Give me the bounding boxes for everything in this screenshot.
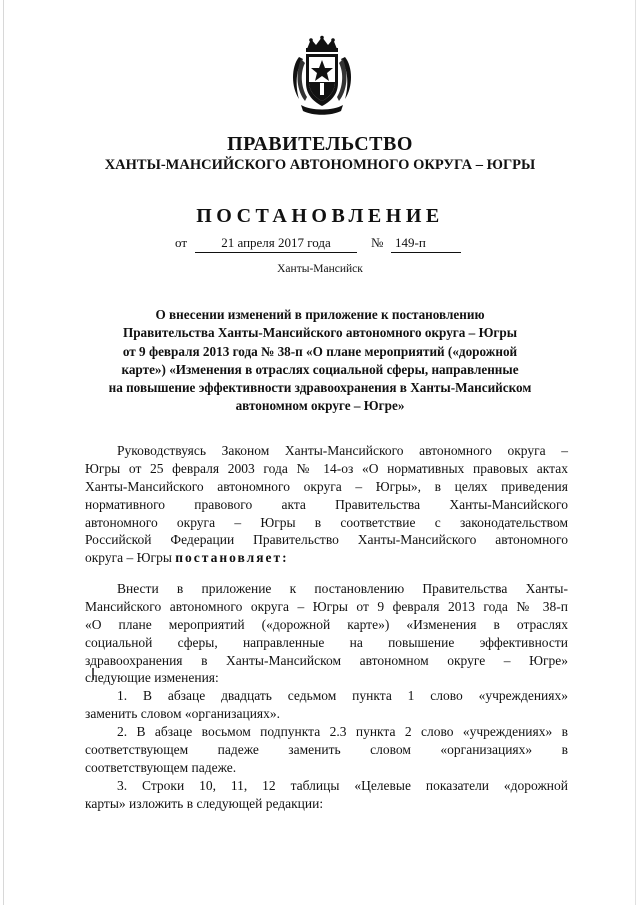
date-prefix: от <box>175 235 188 250</box>
paragraph-line: 1. В абзаце двадцать седьмом пункта 1 слово «учреждениях» <box>117 688 568 704</box>
preamble-paragraph <box>85 442 568 567</box>
document-date: 21 апреля 2017 года <box>195 235 357 253</box>
subject-line: от 9 февраля 2013 года № 38-п «О плане мероприятий («дорожной <box>122 343 518 359</box>
paragraph-line: «О плане мероприятий («дорожной карте») «Изменения в отраслях <box>85 616 568 632</box>
paragraph-line: соответствующем падеже. <box>85 759 237 775</box>
subject-line: автономном округе – Югре» <box>235 398 405 414</box>
resolves-word: постановляет: <box>175 550 289 566</box>
paragraph-line: Мансийского автономного округа – Югры от 9 февраля 2013 года № 38-п <box>85 598 568 614</box>
document-subject <box>90 306 550 416</box>
paragraph-line: 2. В абзаце восьмом подпункта 2.3 пункта 2 слово «учреждениях» в <box>117 724 568 740</box>
city-name: Ханты-Мансийск <box>277 263 363 275</box>
paragraph-line: Руководствуясь Законом Ханты-Мансийского автономного округа – <box>117 443 568 458</box>
paragraph-line: Ханты-Мансийского автономного округа – Югры», в целях приведения <box>85 478 568 494</box>
paragraph-line: Югры от 25 февраля 2003 года № 14-оз «О нормативных правовых актах <box>85 460 568 476</box>
subject-line: на повышение эффективности здравоохранения в Ханты-Мансийском <box>108 380 532 396</box>
paragraph-line: 3. Строки 10, 11, 12 таблицы «Целевые показатели «дорожной <box>117 777 568 793</box>
paragraph-line: заменить словом «организациях». <box>85 706 280 722</box>
date-number-line <box>175 235 475 253</box>
government-title: ПРАВИТЕЛЬСТВО <box>227 133 413 155</box>
preamble-ending: округа – Югры <box>85 550 172 566</box>
paragraph-line: нормативного правового акта Правительства Ханты-Мансийского <box>85 496 568 512</box>
number-label: № <box>371 235 384 250</box>
paragraph-line: карты» изложить в следующей редакции: <box>85 795 324 811</box>
paragraph-line: автономного округа – Югры в соответствие с законодательством <box>85 514 568 530</box>
paragraph-line: здравоохранения в Ханты-Мансийском автономном округе – Югре» <box>85 652 568 668</box>
subject-line: карте») «Изменения в отраслях социальной сферы, направленные <box>121 361 519 377</box>
document-type: ПОСТАНОВЛЕНИЕ <box>196 205 444 227</box>
khmao-coat-of-arms-icon <box>289 35 355 117</box>
document-number: 149-п <box>391 235 461 253</box>
main-paragraphs <box>85 580 568 813</box>
paragraph-line: Российской Федерации Правительство Ханты-Мансийского автономного <box>85 532 568 548</box>
paragraph-line: Внести в приложение к постановлению Правительства Ханты- <box>117 581 568 596</box>
paragraph-line <box>85 549 568 567</box>
paragraph-line: следующие изменения: <box>85 670 219 686</box>
subject-line: О внесении изменений в приложение к постановлению <box>155 307 485 322</box>
paragraph-line: социальной сферы, направленные на повышение эффективности <box>85 634 568 650</box>
subject-line: Правительства Ханты-Мансийского автономного округа – Югры <box>122 325 518 341</box>
paragraph-line: соответствующем падеже заменить словом «организациях» в <box>85 742 568 758</box>
government-subtitle: ХАНТЫ-МАНСИЙСКОГО АВТОНОМНОГО ОКРУГА – ЮГРЫ <box>104 157 536 173</box>
